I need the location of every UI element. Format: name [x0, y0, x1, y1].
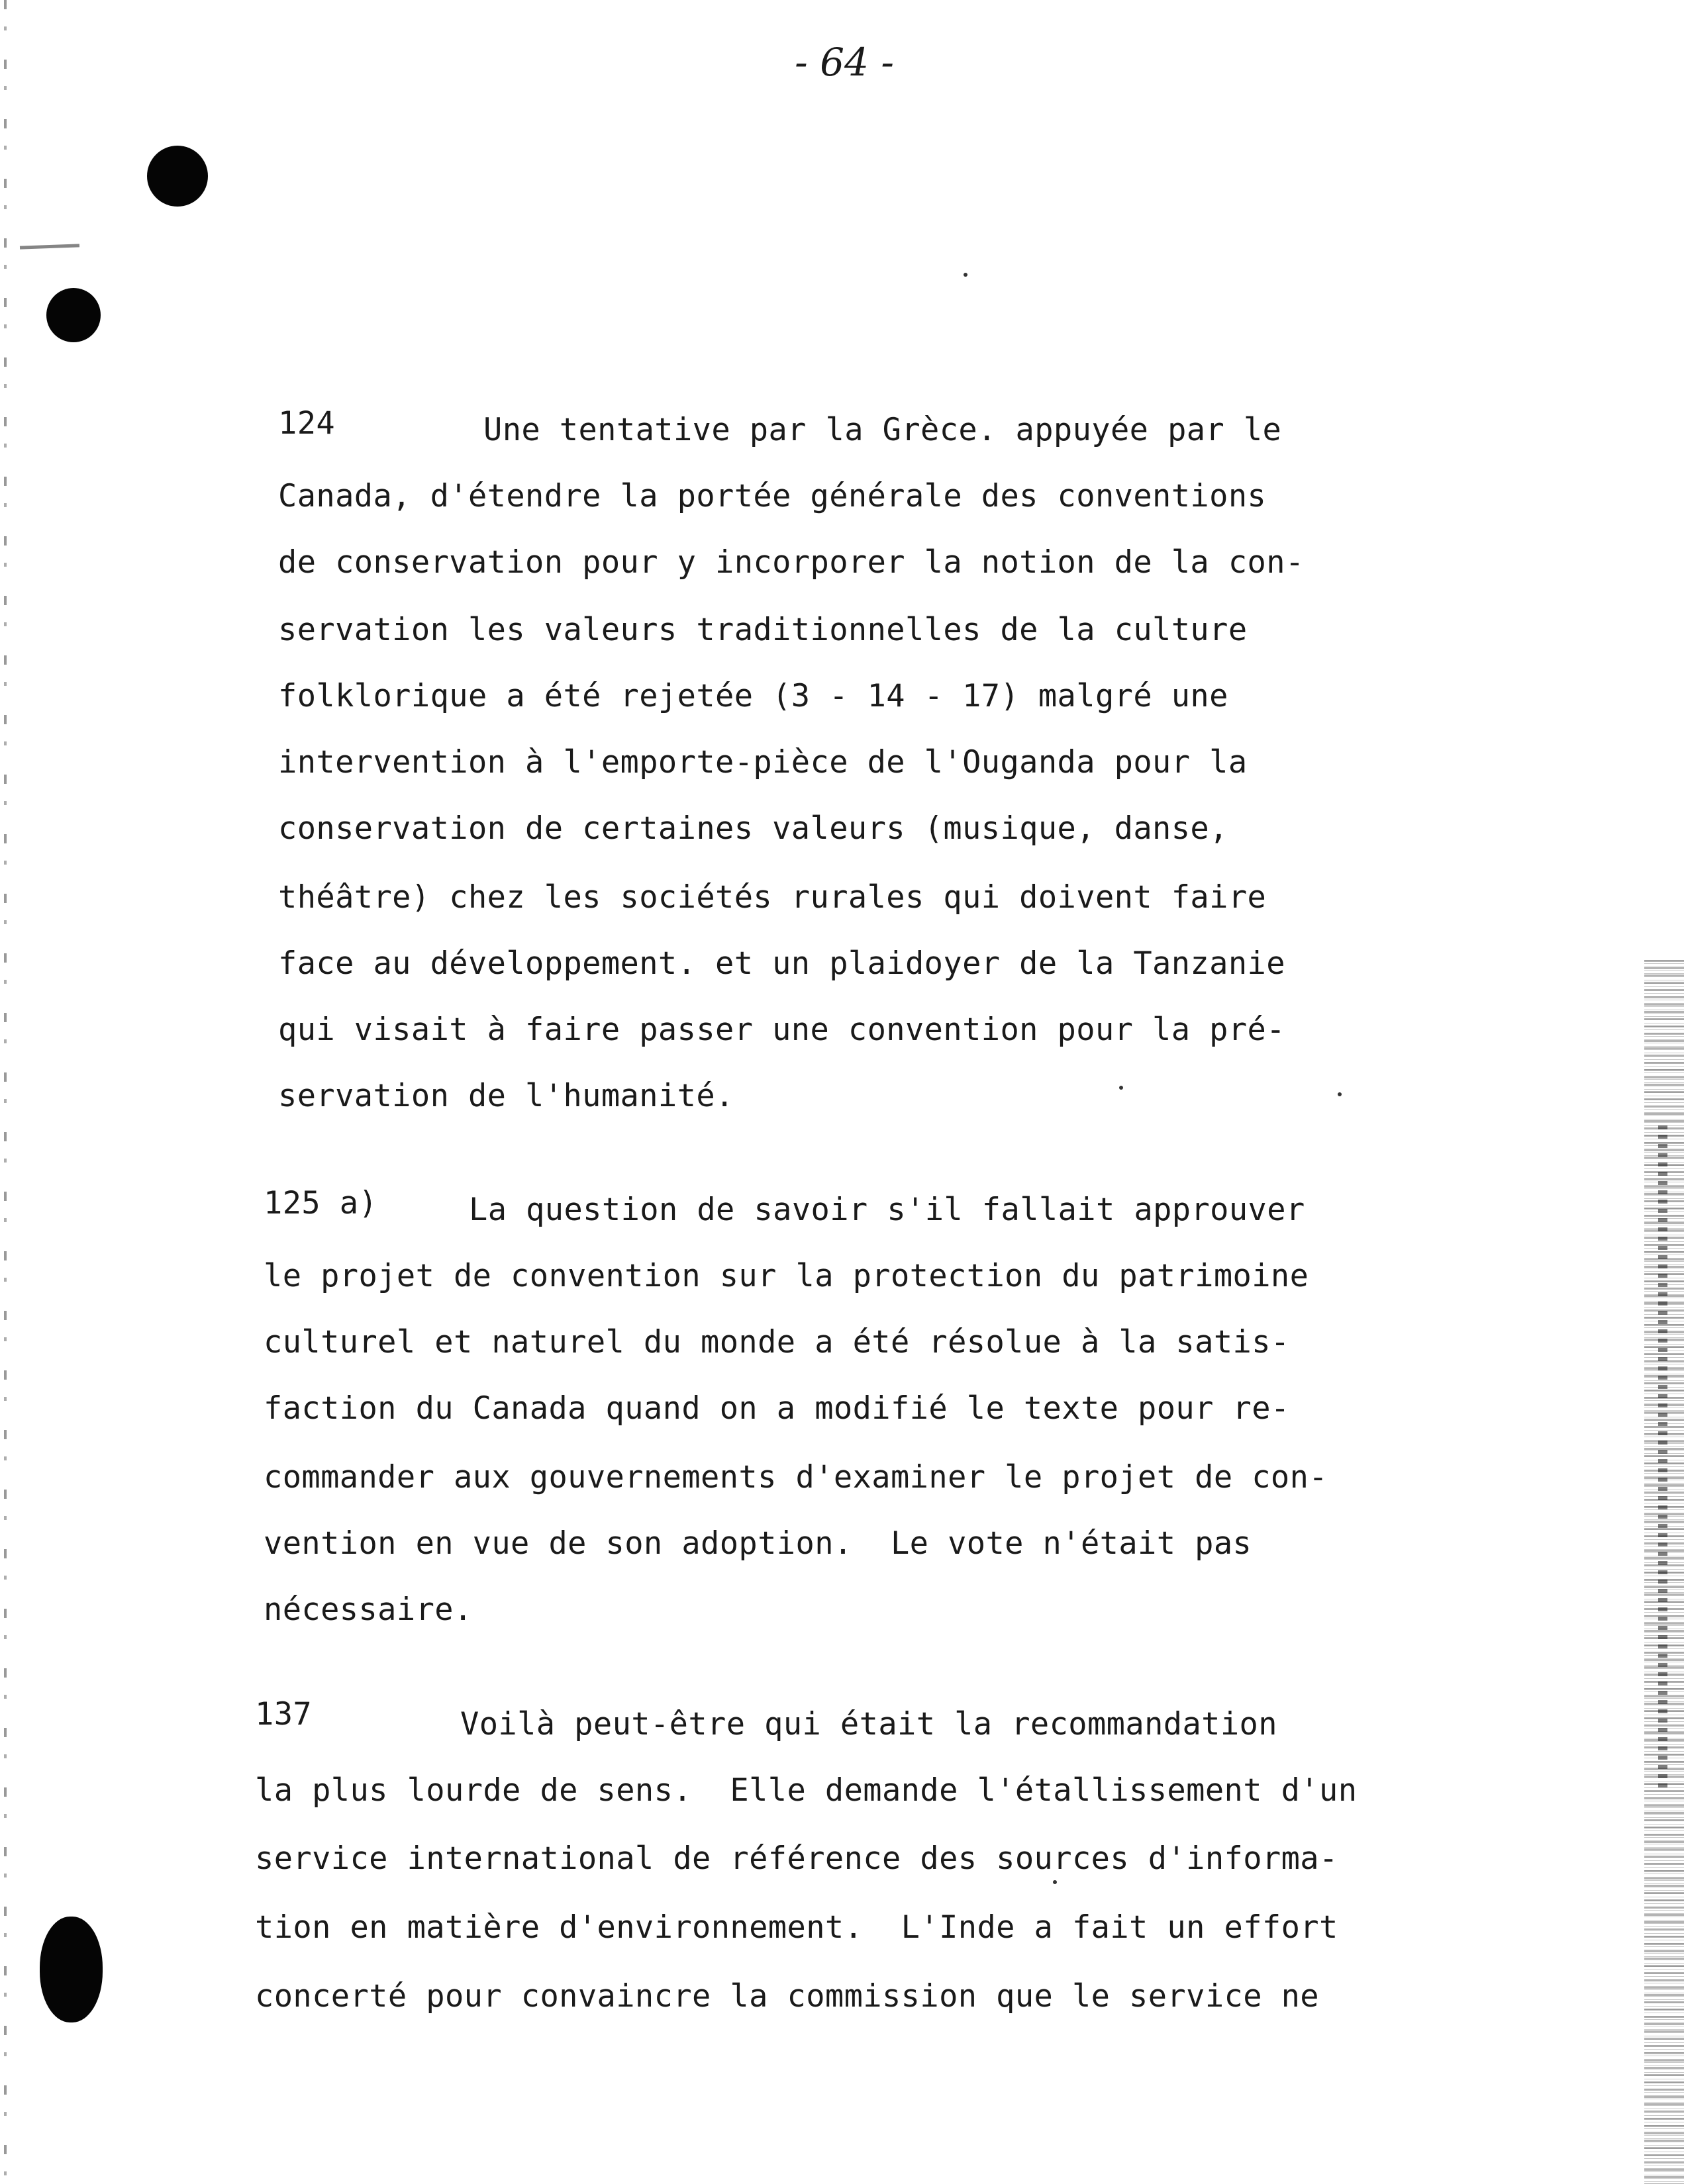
paragraph-number: 125 a) [264, 1185, 378, 1221]
text-line: concerté pour convaincre la commission que le service ne [255, 1978, 1319, 2015]
text-line: commander aux gouvernements d'examiner le projet de con- [264, 1459, 1328, 1496]
text-line: servation de l'humanité. [278, 1078, 734, 1114]
scan-edge-right-strip [1658, 1125, 1667, 1787]
punch-hole [147, 146, 208, 207]
paragraph-number: 124 [278, 405, 336, 442]
margin-mark [20, 244, 79, 249]
text-line: tion en matière d'environnement. L'Inde a fait un effort [255, 1909, 1338, 1946]
text-line: conservation de certaines valeurs (musique, danse, [278, 810, 1228, 847]
text-line: servation les valeurs traditionnelles de la culture [278, 612, 1248, 648]
text-line: qui visait à faire passer une convention pour la pré- [278, 1012, 1285, 1048]
scan-edge-left [4, 0, 7, 2184]
text-line: Canada, d'étendre la portée générale des conventions [278, 478, 1267, 514]
text-line: faction du Canada quand on a modifié le texte pour re- [264, 1390, 1290, 1427]
punch-hole [46, 288, 101, 342]
text-line: vention en vue de son adoption. Le vote n'était pas [264, 1525, 1252, 1562]
text-line: Voilà peut-être qui était la recommandation [460, 1706, 1277, 1742]
text-line: nécessaire. [264, 1591, 473, 1628]
speck [1053, 1880, 1057, 1884]
paragraph-number: 137 [255, 1696, 313, 1733]
speck [964, 273, 967, 277]
page-number: - 64 - [795, 40, 894, 85]
text-line: de conservation pour y incorporer la notion de la con- [278, 544, 1305, 581]
text-line: face au développement. et un plaidoyer de la Tanzanie [278, 945, 1285, 982]
punch-hole [40, 1917, 103, 2022]
speck [1119, 1086, 1123, 1090]
text-line: Une tentative par la Grèce. appuyée par le [483, 412, 1282, 448]
text-line: culturel et naturel du monde a été résolue à la satis- [264, 1324, 1290, 1360]
speck [1338, 1092, 1342, 1096]
text-line: folklorique a été rejetée (3 - 14 - 17) malgré une [278, 678, 1228, 714]
text-line: le projet de convention sur la protection du patrimoine [264, 1258, 1309, 1294]
text-line: la plus lourde de sens. Elle demande l'étallissement d'un [255, 1772, 1358, 1809]
text-line: service international de référence des sources d'informa- [255, 1840, 1338, 1877]
text-line: intervention à l'emporte-pièce de l'Ouganda pour la [278, 744, 1248, 781]
text-line: théâtre) chez les sociétés rurales qui doivent faire [278, 879, 1267, 916]
text-line: La question de savoir s'il fallait approuver [469, 1192, 1305, 1228]
